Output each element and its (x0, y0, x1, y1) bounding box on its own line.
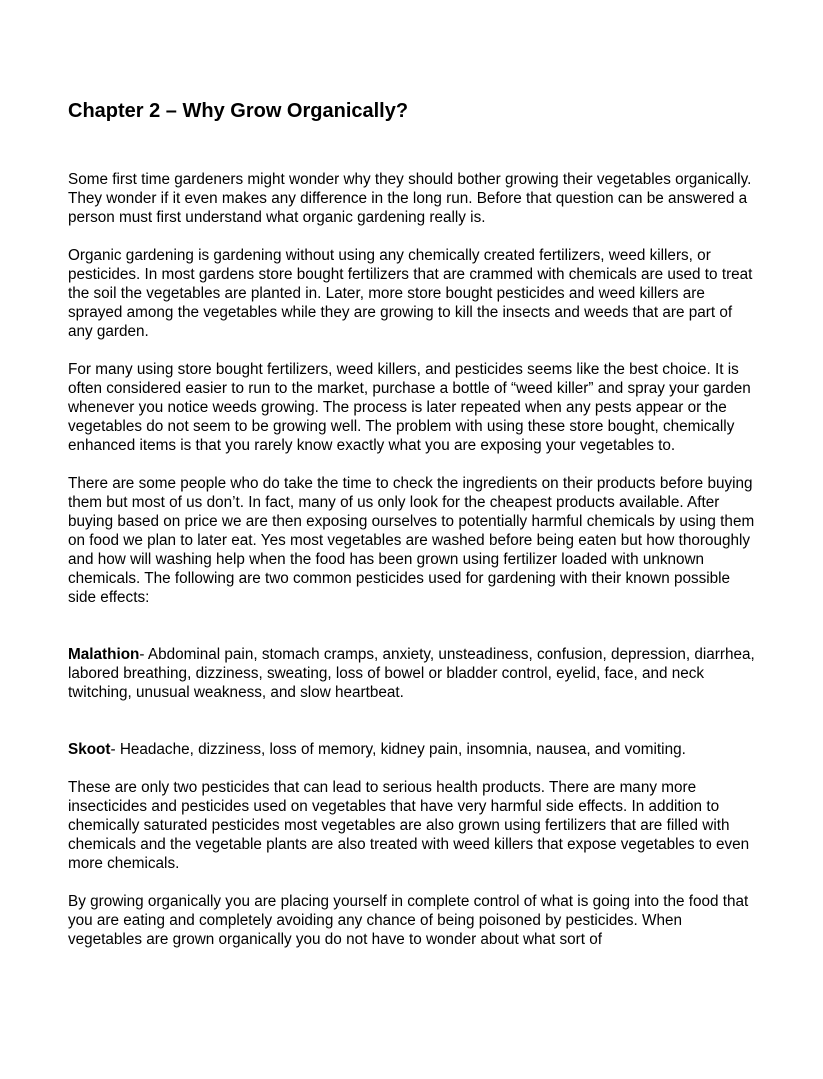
pesticide-name: Skoot (68, 741, 111, 758)
pesticide-name: Malathion (68, 646, 140, 663)
pesticide-effects: - Headache, dizziness, loss of memory, kidney pain, insomnia, nausea, and vomiting. (110, 741, 686, 758)
paragraph-control: By growing organically you are placing yourself in complete control of what is going into the food that you are eating and completely avoiding any chance of being poisoned by pesticides. When vegetables are grown organically you do not have to wonder about what sort of (68, 893, 749, 948)
paragraph-ingredients: There are some people who do take the time to check the ingredients on their products before buying them but most of us don’t. In fact, many of us only look for the cheapest products available. After buying based on price we are then exposing ourselves to potentially harmful chemicals by using them on food we plan to later eat. Yes most vegetables are washed before being eaten but how thoroughly and how will washing help when the food has been grown using fertilizer loaded with unknown chemicals. The following are two common pesticides used for gardening with their known possible side effects: (68, 475, 755, 606)
paragraph-definition: Organic gardening is gardening without using any chemically created fertilizers, weed killers, or pesticides. In most gardens store bought fertilizers that are crammed with chemicals are used to treat the soil the vegetables are planted in. Later, more store bought pesticides and weed killers are sprayed among the vegetables while they are growing to kill the insects and weeds that are part of any garden. (68, 247, 753, 340)
paragraph-intro: Some first time gardeners might wonder why they should bother growing their vegetables organically. They wonder if it even makes any difference in the long run. Before that question can be answered a person must first understand what organic gardening really is. (68, 171, 752, 226)
paragraph-health-risks: These are only two pesticides that can lead to serious health products. There are many more insecticides and pesticides used on vegetables that have very harmful side effects. In addition to chemically saturated pesticides most vegetables are also grown using fertilizers that are filled with chemicals and the vegetable plants are also treated with weed killers that expose vegetables to even more chemicals. (68, 779, 750, 872)
document-page (68, 98, 758, 968)
chapter-title: Chapter 2 – Why Grow Organically? (68, 100, 409, 122)
pesticide-entry-malathion (68, 645, 758, 702)
pesticide-effects: - Abdominal pain, stomach cramps, anxiety, unsteadiness, confusion, depression, diarrhea, labored breathing, dizziness, sweating, loss of bowel or bladder control, eyelid, face, and neck twitching, unusual weakness, and slow heartbeat. (68, 646, 755, 701)
paragraph-store-bought: For many using store bought fertilizers, weed killers, and pesticides seems like the best choice. It is often considered easier to run to the market, purchase a bottle of “weed killer” and spray your garden whenever you notice weeds growing. The process is later repeated when any pests appear or the vegetables do not seem to be growing well. The problem with using these store bought, chemically enhanced items is that you rarely know exactly what you are exposing your vegetables to. (68, 361, 751, 454)
pesticide-entry-skoot (68, 740, 758, 759)
